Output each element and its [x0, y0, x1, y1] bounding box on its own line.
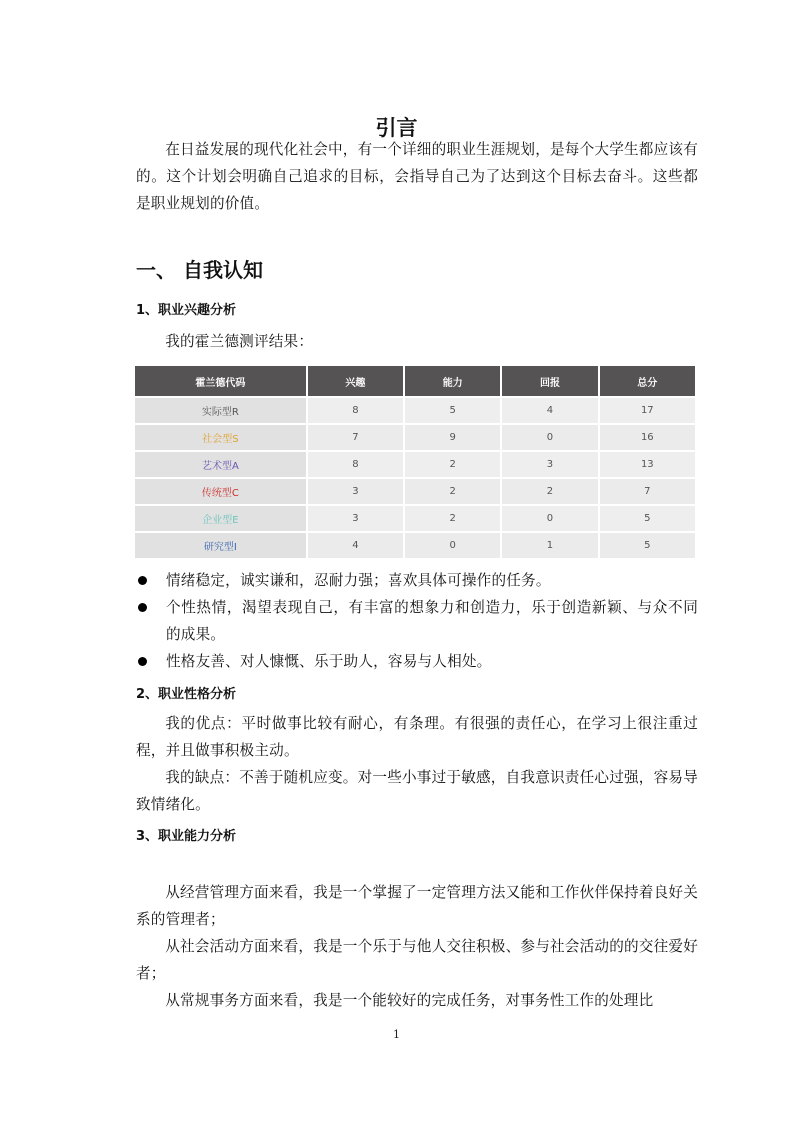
- holland-type-cell: 实际型R: [135, 398, 306, 423]
- interest-cell: 3: [308, 479, 403, 504]
- reward-cell: 4: [502, 398, 597, 423]
- table-row: [135, 479, 695, 504]
- trait-bullet-list: [136, 567, 698, 675]
- ability-cell: 0: [405, 533, 500, 558]
- holland-lead-text: 我的霍兰德测评结果：: [165, 333, 314, 350]
- header-interest: 兴趣: [308, 366, 403, 396]
- ability-paragraph-routine: 从常规事务方面来看，我是一个能较好的完成任务，对事务性工作的处理比: [165, 992, 654, 1009]
- holland-type-cell: 艺术型A: [135, 452, 306, 477]
- total-cell: 7: [600, 479, 695, 504]
- total-cell: 16: [600, 425, 695, 450]
- section-heading-self-awareness: 一、 自我认知: [136, 258, 263, 282]
- page-number: 1: [393, 1028, 400, 1041]
- interest-cell: 8: [308, 452, 403, 477]
- total-cell: 13: [600, 452, 695, 477]
- ability-cell: 9: [405, 425, 500, 450]
- bullet-icon: [138, 576, 147, 585]
- subheading-ability-analysis: 3、职业能力分析: [136, 829, 237, 844]
- ability-cell: 2: [405, 452, 500, 477]
- weaknesses-paragraph: 我的缺点：不善于随机应变。对一些小事过于敏感，自我意识责任心过强，容易导致情绪化。: [136, 769, 698, 813]
- list-item: [136, 594, 698, 648]
- interest-cell: 4: [308, 533, 403, 558]
- interest-cell: 7: [308, 425, 403, 450]
- subheading-personality-analysis: 2、职业性格分析: [136, 687, 237, 702]
- holland-type-cell: 传统型C: [135, 479, 306, 504]
- page-title: 引言: [375, 116, 418, 140]
- holland-results-table: [133, 364, 697, 560]
- subheading-interest-analysis: 1、职业兴趣分析: [136, 303, 237, 318]
- total-cell: 17: [600, 398, 695, 423]
- table-row: [135, 506, 695, 531]
- holland-type-cell: 社会型S: [135, 425, 306, 450]
- list-item: [136, 567, 698, 594]
- header-code: 霍兰德代码: [135, 366, 306, 396]
- header-total: 总分: [600, 366, 695, 396]
- interest-cell: 8: [308, 398, 403, 423]
- table-row: [135, 452, 695, 477]
- header-ability: 能力: [405, 366, 500, 396]
- reward-cell: 3: [502, 452, 597, 477]
- ability-cell: 2: [405, 479, 500, 504]
- table-row: [135, 533, 695, 558]
- reward-cell: 0: [502, 506, 597, 531]
- ability-cell: 2: [405, 506, 500, 531]
- bullet-text: 性格友善、对人慷慨、乐于助人，容易与人相处。: [166, 653, 492, 670]
- intro-paragraph: 在日益发展的现代化社会中，有一个详细的职业生涯规划，是每个大学生都应该有的。这个计划会明确自己追求的目标，会指导自己为了达到这个目标去奋斗。这些都是职业规划的价值。: [136, 141, 698, 212]
- bullet-icon: [138, 603, 147, 612]
- ability-paragraph-management: 从经营管理方面来看，我是一个掌握了一定管理方法又能和工作伙伴保持着良好关系的管理者；: [136, 884, 698, 928]
- bullet-text: 情绪稳定，诚实谦和，忍耐力强；喜欢具体可操作的任务。: [166, 572, 551, 589]
- holland-type-cell: 企业型E: [135, 506, 306, 531]
- bullet-text: 个性热情，渴望表现自己，有丰富的想象力和创造力，乐于创造新颖、与众不同的成果。: [166, 599, 698, 643]
- strengths-paragraph: 我的优点：平时做事比较有耐心，有条理。有很强的责任心，在学习上很注重过程，并且做事积极主动。: [136, 715, 698, 759]
- table-header-row: [135, 366, 695, 396]
- bullet-icon: [138, 657, 147, 666]
- table-row: [135, 398, 695, 423]
- ability-cell: 5: [405, 398, 500, 423]
- reward-cell: 2: [502, 479, 597, 504]
- table-row: [135, 425, 695, 450]
- header-reward: 回报: [502, 366, 597, 396]
- list-item: [136, 648, 698, 675]
- reward-cell: 1: [502, 533, 597, 558]
- interest-cell: 3: [308, 506, 403, 531]
- total-cell: 5: [600, 533, 695, 558]
- total-cell: 5: [600, 506, 695, 531]
- reward-cell: 0: [502, 425, 597, 450]
- ability-paragraph-social: 从社会活动方面来看，我是一个乐于与他人交往积极、参与社会活动的的交往爱好者；: [136, 938, 698, 982]
- holland-type-cell: 研究型I: [135, 533, 306, 558]
